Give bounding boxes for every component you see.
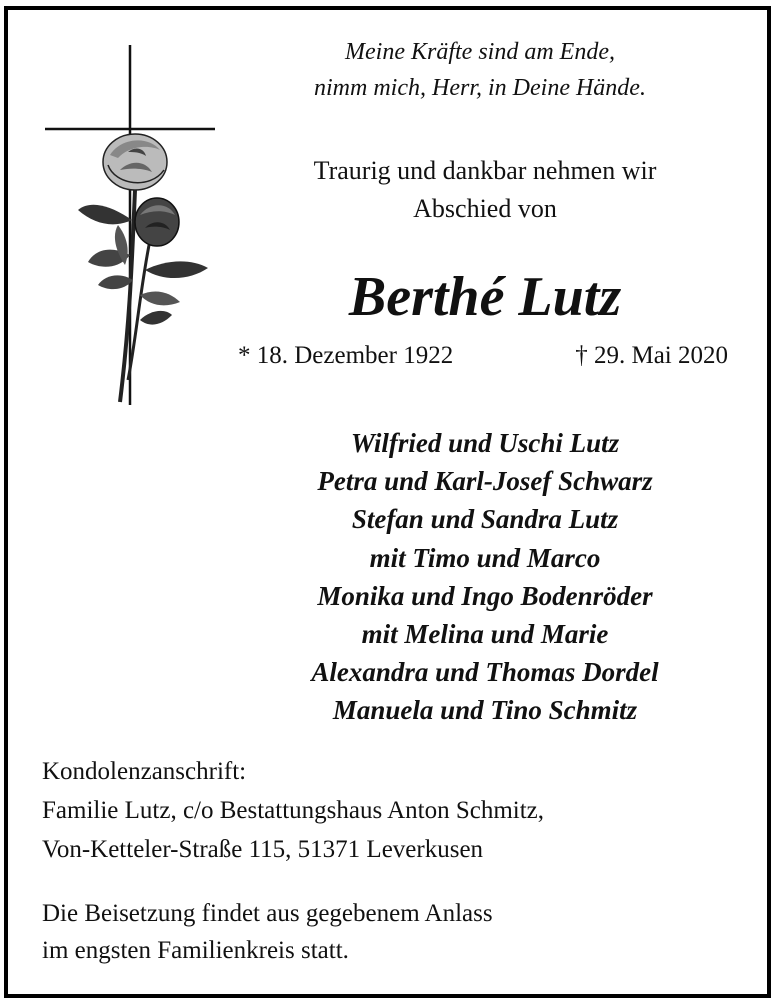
family-line: mit Melina und Marie	[361, 619, 609, 650]
cross-with-roses-icon	[40, 40, 220, 410]
condolence-address	[42, 752, 544, 869]
family-line: Stefan und Sandra Lutz	[351, 504, 619, 535]
condolence-heading: Kondolenzanschrift:	[42, 758, 247, 785]
verse	[260, 34, 700, 106]
family-line: Manuela und Tino Schmitz	[332, 695, 638, 726]
family-line: mit Timo und Marco	[369, 542, 601, 573]
intro-line: Traurig und dankbar nehmen wir	[313, 156, 657, 185]
funeral-line: Die Beisetzung findet aus gegebenem Anlass	[42, 900, 493, 927]
family-line: Wilfried und Uschi Lutz	[350, 428, 620, 458]
intro-text	[255, 152, 715, 228]
family-list	[240, 424, 730, 730]
family-line: Alexandra und Thomas Dordel	[311, 657, 659, 688]
verse-line: nimm mich, Herr, in Deine Hände.	[314, 75, 646, 101]
deceased-name: Berthé Lutz	[348, 266, 622, 328]
intro-line: Abschied von	[413, 194, 557, 223]
family-line: Petra und Karl-Josef Schwarz	[317, 466, 653, 497]
condolence-line: Familie Lutz, c/o Bestattungshaus Anton Schmitz,	[42, 797, 545, 824]
birth-date: * 18. Dezember 1922	[238, 342, 454, 369]
death-date: † 29. Mai 2020	[575, 342, 728, 369]
family-line: Monika und Ingo Bodenröder	[317, 580, 653, 611]
funeral-note	[42, 895, 493, 969]
condolence-line: Von-Ketteler-Straße 115, 51371 Leverkusen	[42, 836, 484, 863]
verse-line: Meine Kräfte sind am Ende,	[345, 39, 615, 65]
funeral-line: im engsten Familienkreis statt.	[42, 937, 349, 964]
